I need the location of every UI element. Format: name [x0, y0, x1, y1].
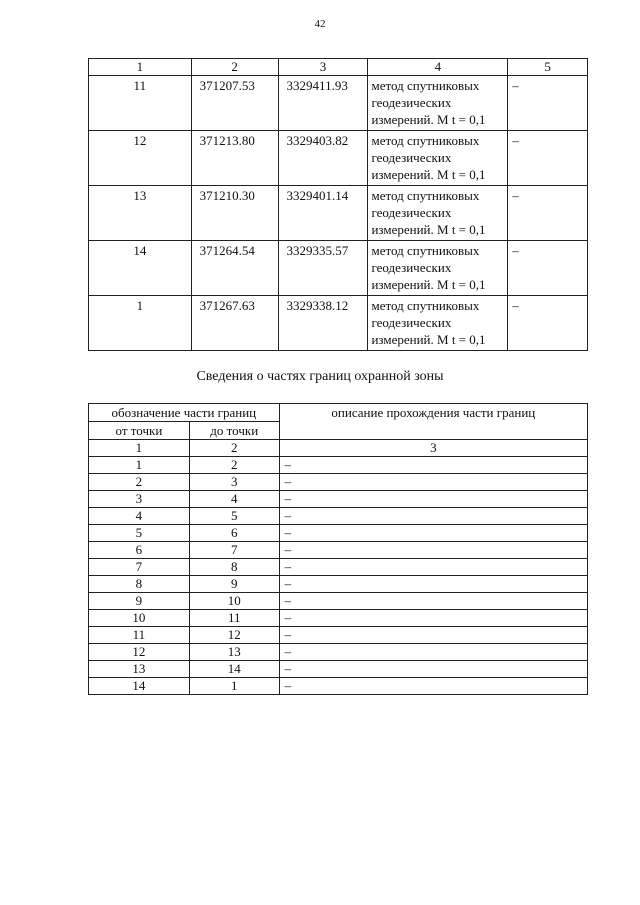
boundary-description: –	[279, 593, 587, 610]
boundary-description: –	[279, 457, 587, 474]
column-index-row	[89, 440, 588, 457]
table-row	[89, 627, 588, 644]
from-point: 5	[89, 525, 190, 542]
table-row	[89, 241, 588, 296]
coordinates-table	[88, 58, 588, 351]
from-point: 7	[89, 559, 190, 576]
boundary-description: –	[279, 491, 587, 508]
boundary-description: –	[279, 559, 587, 576]
coordinate-y: 3329335.57	[278, 241, 368, 296]
from-point: 6	[89, 542, 190, 559]
point-number: 1	[89, 296, 192, 351]
table-row	[89, 296, 588, 351]
boundary-description: –	[279, 627, 587, 644]
point-number: 12	[89, 131, 192, 186]
table-row	[89, 491, 588, 508]
point-number: 11	[89, 76, 192, 131]
boundary-description: –	[279, 678, 587, 695]
boundary-description: –	[279, 644, 587, 661]
boundary-description: –	[279, 542, 587, 559]
table-row	[89, 576, 588, 593]
from-point: 12	[89, 644, 190, 661]
to-point: 11	[189, 610, 279, 627]
column-index: 2	[189, 440, 279, 457]
boundary-description: –	[279, 610, 587, 627]
column-index: 3	[279, 440, 587, 457]
boundary-description: –	[279, 661, 587, 678]
coordinates-header-row	[89, 59, 588, 76]
determination-method: метод спутниковых геодезических измерений. М t = 0,1	[368, 76, 508, 131]
column-index: 1	[89, 440, 190, 457]
to-point: 13	[189, 644, 279, 661]
coordinates-header-cell: 4	[368, 59, 508, 76]
point-number: 13	[89, 186, 192, 241]
table-row	[89, 678, 588, 695]
to-point: 2	[189, 457, 279, 474]
from-point: 3	[89, 491, 190, 508]
to-point: 3	[189, 474, 279, 491]
table-row	[89, 661, 588, 678]
table-row	[89, 131, 588, 186]
from-point: 10	[89, 610, 190, 627]
determination-method: метод спутниковых геодезических измерений. М t = 0,1	[368, 131, 508, 186]
table-row	[89, 542, 588, 559]
coordinates-header-cell: 1	[89, 59, 192, 76]
to-point-header: до точки	[189, 422, 279, 440]
determination-method: метод спутниковых геодезических измерений. М t = 0,1	[368, 296, 508, 351]
coordinate-x: 371207.53	[191, 76, 278, 131]
to-point: 1	[189, 678, 279, 695]
note-cell: –	[508, 131, 588, 186]
from-point: 1	[89, 457, 190, 474]
coordinates-header-cell: 3	[278, 59, 368, 76]
table-row	[89, 457, 588, 474]
table-row	[89, 559, 588, 576]
to-point: 4	[189, 491, 279, 508]
description-header: описание прохождения части границ	[279, 404, 587, 440]
to-point: 6	[189, 525, 279, 542]
to-point: 10	[189, 593, 279, 610]
determination-method: метод спутниковых геодезических измерений. М t = 0,1	[368, 241, 508, 296]
to-point: 14	[189, 661, 279, 678]
coordinate-y: 3329401.14	[278, 186, 368, 241]
coordinate-x: 371264.54	[191, 241, 278, 296]
coordinate-x: 371213.80	[191, 131, 278, 186]
boundary-description: –	[279, 508, 587, 525]
table-row	[89, 610, 588, 627]
note-cell: –	[508, 76, 588, 131]
boundary-parts-table	[88, 403, 588, 695]
from-point: 9	[89, 593, 190, 610]
from-point: 4	[89, 508, 190, 525]
to-point: 9	[189, 576, 279, 593]
to-point: 12	[189, 627, 279, 644]
table-row	[89, 593, 588, 610]
from-point: 14	[89, 678, 190, 695]
from-point: 11	[89, 627, 190, 644]
point-number: 14	[89, 241, 192, 296]
page-number: 42	[314, 18, 326, 30]
coordinate-y: 3329338.12	[278, 296, 368, 351]
designation-header: обозначение части границ	[89, 404, 280, 422]
note-cell: –	[508, 296, 588, 351]
to-point: 8	[189, 559, 279, 576]
coordinate-y: 3329403.82	[278, 131, 368, 186]
note-cell: –	[508, 186, 588, 241]
section-title: Сведения о частях границ охранной зоны	[196, 369, 444, 384]
boundary-description: –	[279, 474, 587, 491]
boundary-description: –	[279, 525, 587, 542]
coordinate-y: 3329411.93	[278, 76, 368, 131]
from-point: 13	[89, 661, 190, 678]
table-row	[89, 525, 588, 542]
coordinate-x: 371267.63	[191, 296, 278, 351]
coordinate-x: 371210.30	[191, 186, 278, 241]
note-cell: –	[508, 241, 588, 296]
table-row	[89, 76, 588, 131]
table-row	[89, 508, 588, 525]
boundary-description: –	[279, 576, 587, 593]
table-row	[89, 186, 588, 241]
parts-header-row	[89, 404, 588, 422]
from-point: 2	[89, 474, 190, 491]
table-row	[89, 474, 588, 491]
from-point: 8	[89, 576, 190, 593]
to-point: 5	[189, 508, 279, 525]
table-row	[89, 644, 588, 661]
coordinates-header-cell: 2	[191, 59, 278, 76]
to-point: 7	[189, 542, 279, 559]
determination-method: метод спутниковых геодезических измерений. М t = 0,1	[368, 186, 508, 241]
coordinates-header-cell: 5	[508, 59, 588, 76]
from-point-header: от точки	[89, 422, 190, 440]
